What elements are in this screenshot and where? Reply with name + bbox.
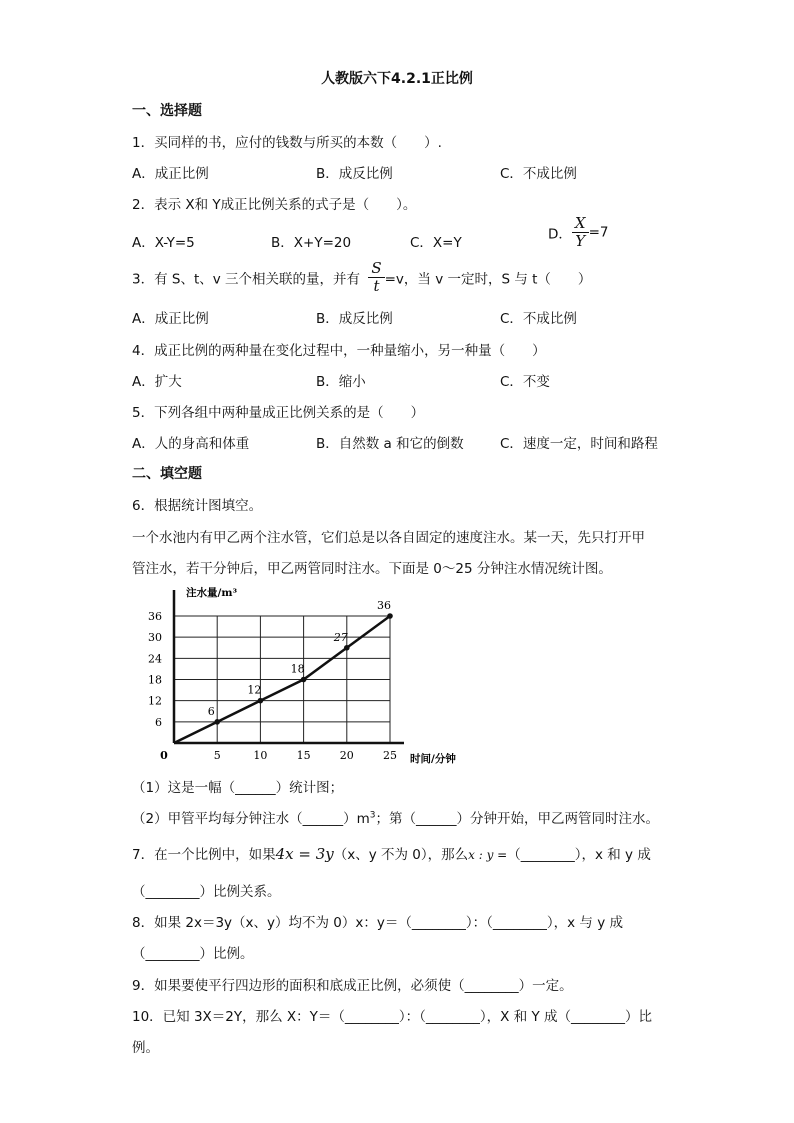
fraction-x-over-y xyxy=(572,215,589,250)
q7-ratio: x : y = xyxy=(468,848,508,862)
question-4-option-b: B．缩小 xyxy=(316,374,366,390)
question-3-option-c: C．不成比例 xyxy=(500,311,577,327)
q3-stem-pre: 3．有 S、t、v 三个相关联的量，并有 xyxy=(132,271,361,288)
question-1-option-a: A．成正比例 xyxy=(132,166,209,182)
data-label: 36 xyxy=(377,599,391,612)
question-7-line-2: （________）比例关系。 xyxy=(132,884,281,900)
q6-sub2-superscript: 3 xyxy=(369,810,376,821)
fraction-denominator: t xyxy=(373,277,380,295)
question-6-sub-2 xyxy=(132,807,659,827)
question-2-stem: 2．表示 X和 Y成正比例关系的式子是（ ）。 xyxy=(132,197,417,213)
q7-pre: 7．在一个比例中，如果 xyxy=(132,847,276,863)
x-tick-label: 0 xyxy=(160,749,168,762)
data-label: 6 xyxy=(207,704,215,718)
x-axis-label: 时间/分钟 xyxy=(410,753,456,765)
q3-stem-post: =v，当 v 一定时，S 与 t（ ） xyxy=(384,271,592,288)
fraction-numerator: S xyxy=(368,260,384,278)
data-point xyxy=(387,613,393,619)
section-fill-heading: 二、填空题 xyxy=(132,466,202,482)
y-tick-label: 6 xyxy=(155,715,162,729)
question-4-stem: 4．成正比例的两种量在变化过程中，一种量缩小，另一种量（ ） xyxy=(132,343,546,359)
data-point xyxy=(301,677,307,683)
water-volume-line-chart xyxy=(134,582,474,772)
question-8-line-1: 8．如果 2x＝3y（x、y）均不为 0）x：y＝（________）：（________），x 与 y 成 xyxy=(132,915,623,931)
q6-sub2-pre: （2）甲管平均每分钟注水（______）m xyxy=(132,811,370,827)
question-3-option-a: A．成正比例 xyxy=(132,311,209,327)
x-tick-label: 5 xyxy=(213,749,221,762)
y-axis-label: 注水量/m³ xyxy=(186,587,238,599)
y-tick-label: 24 xyxy=(148,652,162,666)
q7-post: （________），x 和 y 成 xyxy=(507,847,651,863)
question-2-option-c: C．X=Y xyxy=(410,235,462,251)
q6-sub2-post: ；第（______）分钟开始，甲乙两管同时注水。 xyxy=(375,811,659,827)
y-tick-label: 30 xyxy=(148,631,162,645)
q7-mid: （x、y 不为 0），那么 xyxy=(333,847,469,863)
question-5-option-a: A．人的身高和体重 xyxy=(132,436,250,452)
data-label: 27 xyxy=(333,630,348,644)
section-choice-heading: 一、选择题 xyxy=(132,103,202,119)
question-6-paragraph-2: 管注水，若干分钟后，甲乙两管同时注水。下面是 0～25 分钟注水情况统计图。 xyxy=(132,561,612,577)
question-5-option-c: C．速度一定，时间和路程 xyxy=(500,436,658,452)
question-7-line-1 xyxy=(132,843,651,863)
question-8-line-2: （________）比例。 xyxy=(132,946,254,962)
option-d-prefix: D． xyxy=(548,226,572,243)
x-tick-label: 20 xyxy=(339,749,354,762)
question-3-option-b: B．成反比例 xyxy=(316,311,393,327)
y-tick-label: 12 xyxy=(148,694,162,708)
x-tick-label: 15 xyxy=(296,749,311,762)
fraction-s-over-t xyxy=(368,260,384,295)
data-point xyxy=(258,698,264,704)
question-1-option-c: C．不成比例 xyxy=(500,166,577,182)
data-point xyxy=(344,645,350,651)
y-tick-label: 18 xyxy=(148,673,162,687)
question-3-stem xyxy=(132,260,591,295)
question-1-option-b: B．成反比例 xyxy=(316,166,393,182)
fraction-denominator: Y xyxy=(575,232,586,250)
x-tick-label: 10 xyxy=(253,749,268,762)
question-4-option-c: C．不变 xyxy=(500,374,550,390)
question-10-line-2: 例。 xyxy=(132,1040,159,1056)
question-6-stem: 6．根据统计图填空。 xyxy=(132,498,263,514)
data-label: 18 xyxy=(290,662,305,676)
data-label: 12 xyxy=(247,683,262,697)
question-5-option-b: B．自然数 a 和它的倒数 xyxy=(316,436,464,452)
question-2-option-b: B．X+Y=20 xyxy=(271,235,352,251)
question-5-stem: 5．下列各组中两种量成正比例关系的是（ ） xyxy=(132,405,425,421)
data-point xyxy=(214,719,220,725)
question-6-paragraph-1: 一个水池内有甲乙两个注水管，它们总是以各自固定的速度注水。某一天，先只打开甲 xyxy=(132,530,645,546)
question-2-option-a: A．X-Y=5 xyxy=(132,235,195,251)
y-tick-label: 36 xyxy=(148,610,162,623)
question-2-option-d xyxy=(548,215,609,250)
question-9-line-1: 9．如果要使平行四边形的面积和底成正比例，必须使（________）一定。 xyxy=(132,978,573,994)
question-1-stem: 1．买同样的书，应付的钱数与所买的本数（ ）. xyxy=(132,135,442,151)
question-10-line-1: 10．已知 3X＝2Y，那么 X：Y＝（________）：（________），X 和 Y 成（________）比 xyxy=(132,1009,653,1025)
x-tick-label: 25 xyxy=(383,749,397,762)
page-title: 人教版六下4.2.1正比例 xyxy=(321,71,473,87)
fraction-numerator: X xyxy=(572,215,589,233)
question-4-option-a: A．扩大 xyxy=(132,374,182,390)
question-6-sub-1: （1）这是一幅（______）统计图； xyxy=(132,780,344,796)
q7-equation: 4x = 3y xyxy=(275,845,334,863)
option-d-suffix: =7 xyxy=(588,224,609,241)
